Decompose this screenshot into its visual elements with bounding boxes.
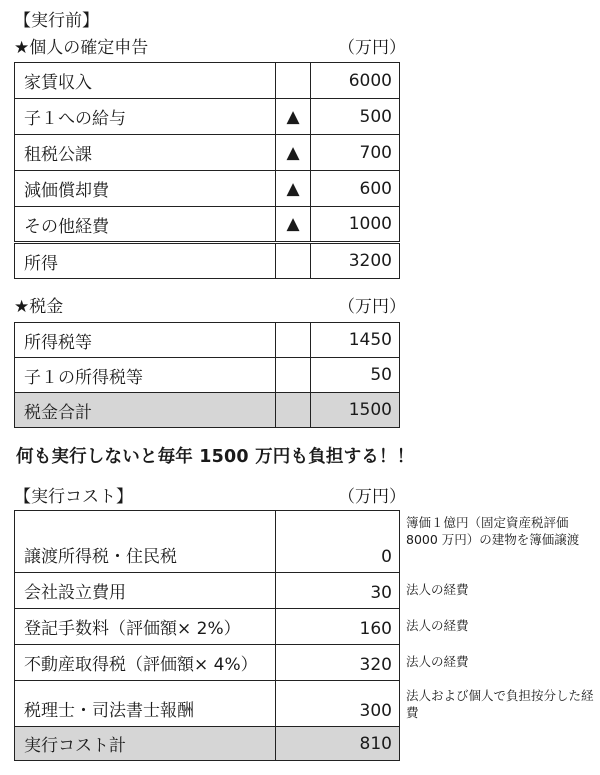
row-label: 子１の所得税等 [15,358,276,393]
row-value: 600 [311,171,400,207]
table-row [15,645,400,681]
total-value: 1500 [311,393,400,428]
cost-table [14,510,400,761]
row-label: 会社設立費用 [15,573,276,609]
total-row [15,393,400,428]
minus-mark [276,243,311,279]
row-value: 320 [276,645,400,681]
table-row [15,681,400,727]
cost-note: 法人の経費 [406,582,469,597]
total-label: 税金合計 [15,393,276,428]
total-row [15,727,400,761]
minus-mark: ▲ [276,135,311,171]
row-value: 300 [276,681,400,727]
row-value: 50 [311,358,400,393]
table-row [15,171,400,207]
minus-mark: ▲ [276,171,311,207]
total-label: 実行コスト計 [15,727,276,761]
table-row [15,323,400,358]
table-row [15,63,400,99]
table-row [15,511,400,573]
table-row [15,609,400,645]
total-value: 3200 [311,243,400,279]
minus-mark [276,393,311,428]
minus-mark [276,358,311,393]
minus-mark: ▲ [276,99,311,135]
minus-mark [276,323,311,358]
row-value: 160 [276,609,400,645]
table-row [15,358,400,393]
row-value: 500 [311,99,400,135]
row-label: 家賃収入 [15,63,276,99]
cost-note: 法人および個人で負担按分した経費 [406,688,594,720]
row-label: 子１への給与 [15,99,276,135]
table-row [15,99,400,135]
cost-note: 法人の経費 [406,654,469,669]
tax-unit: （万円） [338,297,406,317]
row-label: 不動産取得税（評価額× 4%） [15,645,276,681]
cost-section-title: 【実行コスト】 [14,487,133,507]
warning-text: 何も実行しないと毎年 1500 万円も負担する！！ [16,447,415,467]
cost-note: 法人の経費 [406,618,469,633]
section-title-before: 【実行前】 [14,11,99,31]
table-row [15,573,400,609]
row-value: 6000 [311,63,400,99]
total-value: 810 [276,727,400,761]
table-row [15,207,400,243]
table-row [15,135,400,171]
row-value: 1450 [311,323,400,358]
minus-mark: ▲ [276,207,311,243]
total-label: 所得 [15,243,276,279]
cost-unit: （万円） [338,487,406,507]
row-label: 譲渡所得税・住民税 [15,511,276,573]
total-row [15,243,400,279]
personal-tax-table [14,62,400,279]
row-label: その他経費 [15,207,276,243]
cost-note: 簿価１億円（固定資産税評価 8000 万円）の建物を簿価譲渡 [406,515,580,547]
personal-tax-title: ★個人の確定申告 [14,38,149,58]
row-label: 減価償却費 [15,171,276,207]
row-value: 700 [311,135,400,171]
personal-unit: （万円） [338,38,406,58]
row-value: 0 [276,511,400,573]
row-label: 税理士・司法書士報酬 [15,681,276,727]
row-label: 登記手数料（評価額× 2%） [15,609,276,645]
row-value: 1000 [311,207,400,243]
row-label: 所得税等 [15,323,276,358]
row-value: 30 [276,573,400,609]
row-label: 租税公課 [15,135,276,171]
minus-mark [276,63,311,99]
tax-table [14,322,400,428]
tax-title: ★税金 [14,297,64,317]
